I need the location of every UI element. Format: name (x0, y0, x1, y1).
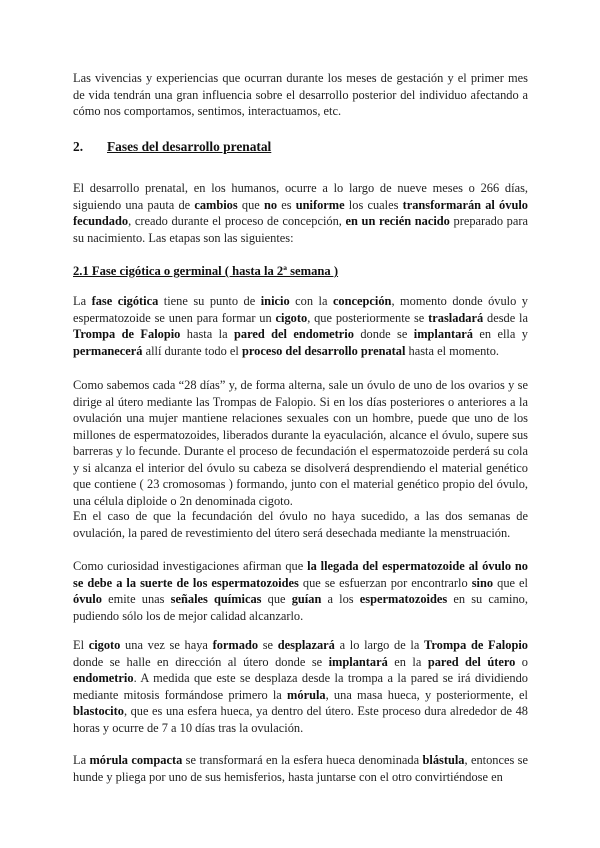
section-title: Fases del desarrollo prenatal (107, 139, 272, 154)
section-number: 2. (73, 139, 84, 154)
section-heading (73, 139, 528, 156)
menstruation-paragraph: En el caso de que la fecundación del óvulo no haya sucedido, a las dos semanas de ovulación, la pared de revestimiento del útero será desechada mediante la menstruación. (73, 509, 528, 540)
development-paragraph: El desarrollo prenatal, en los humanos, ocurre a lo largo de nueve meses o 266 días, siguiendo una pauta de cambios que no es uniforme los cuales transformarán al óvulo fecundado, creado durante el proceso de concepción, en un recién nacido preparado para su nacimiento. Las etapas son las siguientes: (73, 181, 528, 245)
intro-paragraph: Las vivencias y experiencias que ocurran durante los meses de gestación y el primer mes de vida tendrán una gran influencia sobre el desarrollo posterior del individuo afectando a cómo nos comportamos, sentimos, interactuamos, etc. (73, 71, 528, 118)
subsection-heading: 2.1 Fase cigótica o germinal ( hasta la 2ª semana ) (73, 264, 339, 278)
morula-paragraph: La mórula compacta se transformará en la esfera hueca denominada blástula, entonces se hunde y pliega por uno de sus hemisferios, hasta juntarse con el otro convirtiéndose en (73, 753, 528, 784)
zygotic-phase-paragraph: La fase cigótica tiene su punto de inicio con la concepción, momento donde óvulo y espermatozoide se unen para formar un cigoto, que posteriormente se trasladará desde la Trompa de Falopio hasta la pared del endometrio donde se implantará en ella y permanecerá allí durante todo el proceso del desarrollo prenatal hasta el momento. (73, 294, 528, 358)
curiosity-paragraph: Como curiosidad investigaciones afirman que la llegada del espermatozoide al óvulo no se debe a la suerte de los espermatozoides que se esfuerzan por encontrarlo sino que el óvulo emite unas señales químicas que guían a los espermatozoides en su camino, pudiendo sólo los de mejor calidad alcanzarlo. (73, 559, 529, 623)
ovulation-paragraph: Como sabemos cada “28 días” y, de forma alterna, sale un óvulo de uno de los ovarios y se dirige al útero mediante las Trompas de Falopio. Si en los días posteriores o anteriores a la ovulación una mujer mantiene relaciones sexuales con un hombre, puede que uno de los millones de espermatozoides, liberados durante la eyaculación, alcance el óvulo, supere sus barreras y lo fecunde. Durante el proceso de fecundación el espermatozoide perderá su cola y si alcanza el interior del óvulo su cabeza se disolverá desprendiendo el material genético que contiene ( 23 cromosomas ) formando, junto con el material genético propio del óvulo, una célula diploide o 2n denominada cigoto. (73, 378, 528, 508)
zygote-paragraph: El cigoto una vez se haya formado se desplazará a lo largo de la Trompa de Falopio donde se halle en dirección al útero donde se implantará en la pared del útero o endometrio. A medida que este se desplaza desde la trompa a la pared se irá dividiendo mediante mitosis formándose primero la mórula, una masa hueca, y posteriormente, el blastocito, que es una esfera hueca, ya dentro del útero. Este proceso dura alrededor de 48 horas y ocurre de 7 a 10 días tras la ovulación. (73, 638, 528, 735)
